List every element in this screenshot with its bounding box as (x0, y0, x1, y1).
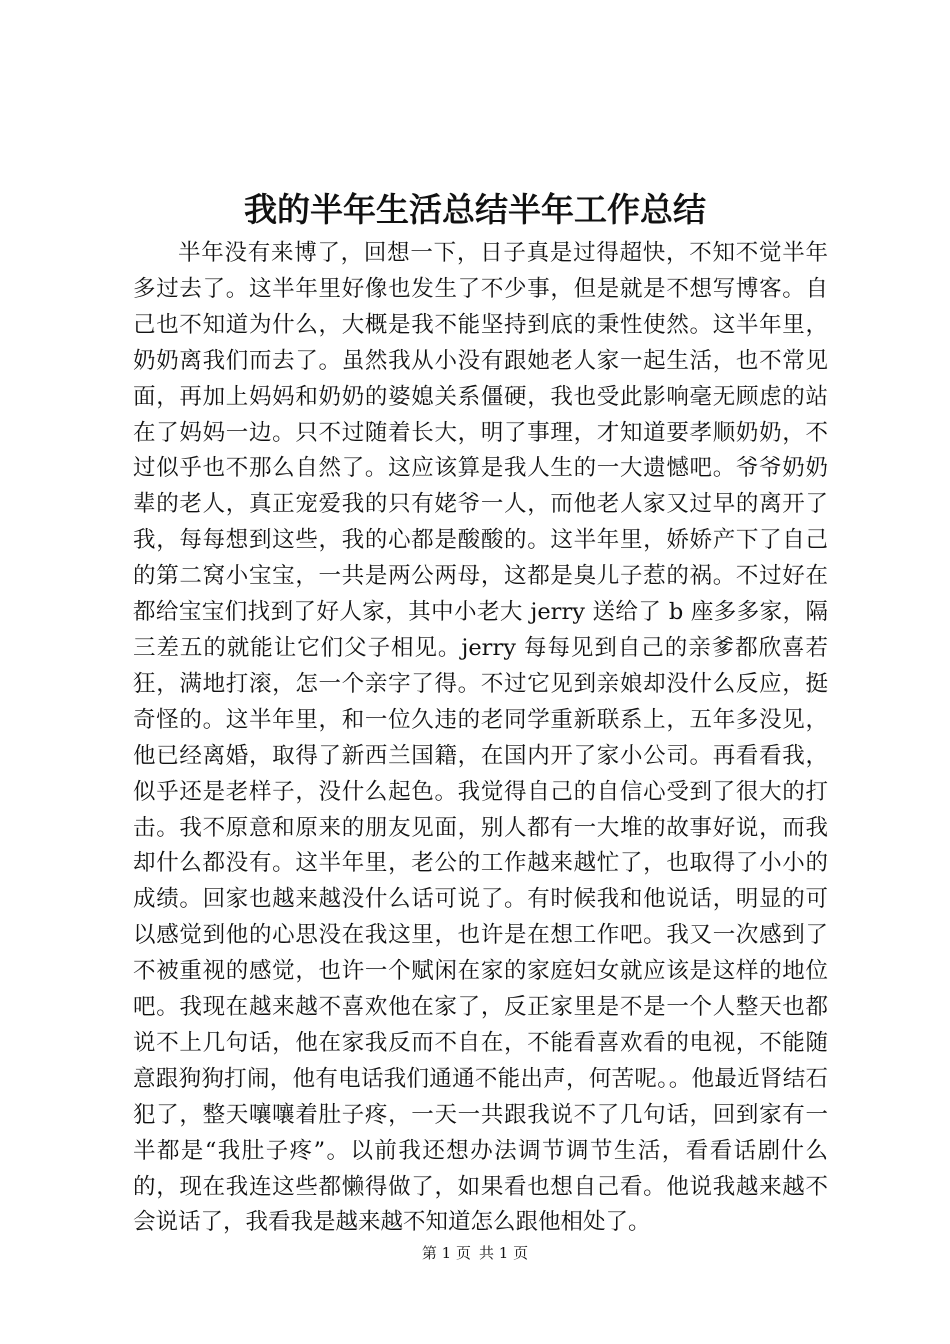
document-body: 半年没有来博了，回想一下，日子真是过得超快，不知不觉半年多过去了。这半年里好像也发生了不少事，但是就是不想写博客。自己也不知道为什么，大概是我不能坚持到底的秉性使然。这半年里，奶奶离我们而去了。虽然我从小没有跟她老人家一起生活，也不常见面，再加上妈妈和奶奶的婆媳关系僵硬，我也受此影响毫无顾虑的站在了妈妈一边。只不过随着长大，明了事理，才知道要孝顺奶奶，不过似乎也不那么自然了。这应该算是我人生的一大遗憾吧。爷爷奶奶辈的老人，真正宠爱我的只有姥爷一人，而他老人家又过早的离开了我，每每想到这些，我的心都是酸酸的。这半年里，娇娇产下了自己的第二窝小宝宝，一共是两公两母，这都是臭儿子惹的祸。不过好在都给宝宝们找到了好人家，其中小老大 jerry 送给了 b 座多多家，隔三差五的就能让它们父子相见。jerry 每每见到自己的亲爹都欣喜若狂，满地打滚，怎一个亲字了得。不过它见到亲娘却没什么反应，挺奇怪的。这半年里，和一位久违的老同学重新联系上，五年多没见，他已经离婚，取得了新西兰国籍，在国内开了家小公司。再看看我，似乎还是老样子，没什么起色。我觉得自己的自信心受到了很大的打击。我不原意和原来的朋友见面，别人都有一大堆的故事好说，而我却什么都没有。这半年里，老公的工作越来越忙了，也取得了小小的成绩。回家也越来越没什么话可说了。有时候我和他说话，明显的可以感觉到他的心思没在我这里，也许是在想工作吧。我又一次感到了不被重视的感觉，也许一个赋闲在家的家庭妇女就应该是这样的地位吧。我现在越来越不喜欢他在家了，反正家里是不是一个人整天也都说不上几句话，他在家我反而不自在，不能看喜欢看的电视，不能随意跟狗狗打闹，他有电话我们通通不能出声，何苦呢。。他最近肾结石犯了，整天嚷嚷着肚子疼，一天一共跟我说不了几句话，回到家有一半都是“我肚子疼”。以前我还想办法调节调节生活，看看话剧什么的，现在我连这些都懒得做了，如果看也想自己看。他说我越来越不会说话了，我看我是越来越不知道怎么跟他相处了。 (133, 240, 828, 1236)
page-number: 第 1 页 (421, 1244, 471, 1262)
page-footer (0, 1243, 950, 1263)
page-count: 共 1 页 (479, 1244, 529, 1262)
document-title: 我的半年生活总结半年工作总结 (244, 190, 706, 229)
